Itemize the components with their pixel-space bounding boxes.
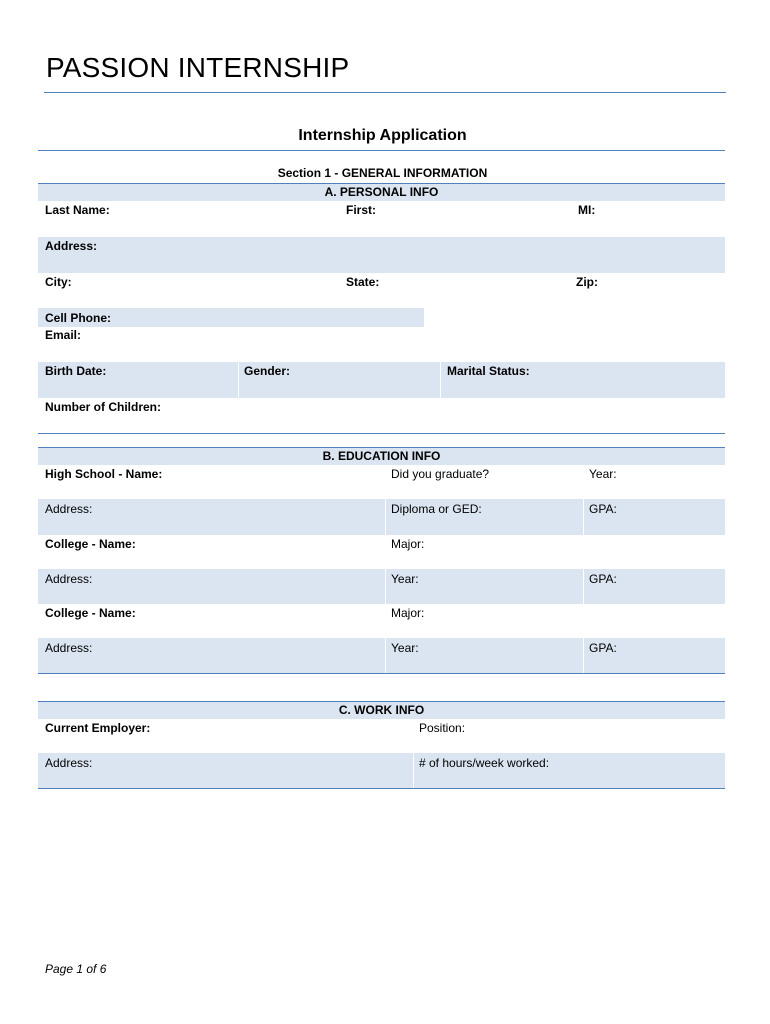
current-employer-label: Current Employer: [45, 721, 151, 735]
graduated-label: Did you graduate? [391, 467, 490, 481]
work-address-label: Address: [45, 756, 93, 770]
middle-initial-label: MI: [578, 203, 596, 217]
birth-date-label: Birth Date: [45, 364, 107, 378]
birth-gender-marital-row [38, 362, 725, 398]
hs-gpa-label: GPA: [589, 502, 617, 516]
education-info-heading: B. EDUCATION INFO [38, 447, 725, 465]
cell-divider [440, 362, 441, 398]
cell-divider [583, 638, 584, 673]
college-gpa-label: GPA: [589, 572, 617, 586]
first-name-label: First: [346, 203, 376, 217]
college-name-label: College - Name: [45, 537, 136, 551]
hs-address-label: Address: [45, 502, 93, 516]
cell-divider [413, 753, 414, 788]
college-2-major-label: Major: [391, 606, 425, 620]
marital-status-label: Marital Status: [447, 364, 530, 378]
cell-phone-label: Cell Phone: [45, 311, 112, 325]
cell-divider [385, 569, 386, 604]
college-2-address-row [38, 638, 725, 673]
address-row [38, 237, 725, 273]
personal-info-heading: A. PERSONAL INFO [38, 183, 725, 201]
education-info-end-rule [38, 673, 725, 674]
cell-divider [583, 569, 584, 604]
college-address-row [38, 569, 725, 604]
work-address-row [38, 753, 725, 788]
zip-label: Zip: [576, 275, 598, 289]
high-school-name-label: High School - Name: [45, 467, 163, 481]
college-2-year-label: Year: [391, 641, 419, 655]
form-title-rule [38, 150, 725, 151]
hs-address-row [38, 499, 725, 535]
college-major-label: Major: [391, 537, 425, 551]
personal-info-end-rule [38, 433, 725, 434]
college-address-label: Address: [45, 572, 93, 586]
gender-label: Gender: [244, 364, 291, 378]
state-label: State: [346, 275, 380, 289]
number-of-children-label: Number of Children: [45, 400, 161, 414]
section-title: Section 1 - GENERAL INFORMATION [277, 166, 488, 180]
form-title: Internship Application [298, 127, 467, 144]
hours-per-week-label: # of hours/week worked: [419, 756, 550, 770]
work-info-end-rule [38, 788, 725, 789]
college-2-gpa-label: GPA: [589, 641, 617, 655]
work-info-heading: C. WORK INFO [38, 701, 725, 719]
address-label: Address: [45, 239, 98, 253]
cell-divider [385, 499, 386, 535]
cell-divider [238, 362, 239, 398]
city-label: City: [45, 275, 72, 289]
position-label: Position: [419, 721, 466, 735]
page-number: Page 1 of 6 [45, 962, 107, 976]
diploma-ged-label: Diploma or GED: [391, 502, 482, 516]
email-label: Email: [45, 328, 82, 342]
college-year-label: Year: [391, 572, 419, 586]
last-name-label: Last Name: [45, 203, 110, 217]
college-2-address-label: Address: [45, 641, 93, 655]
cell-divider [583, 499, 584, 535]
college-2-name-label: College - Name: [45, 606, 136, 620]
title-rule [44, 92, 726, 93]
hs-year-label: Year: [589, 467, 617, 481]
cell-divider [385, 638, 386, 673]
document-title: PASSION INTERNSHIP [46, 52, 350, 83]
